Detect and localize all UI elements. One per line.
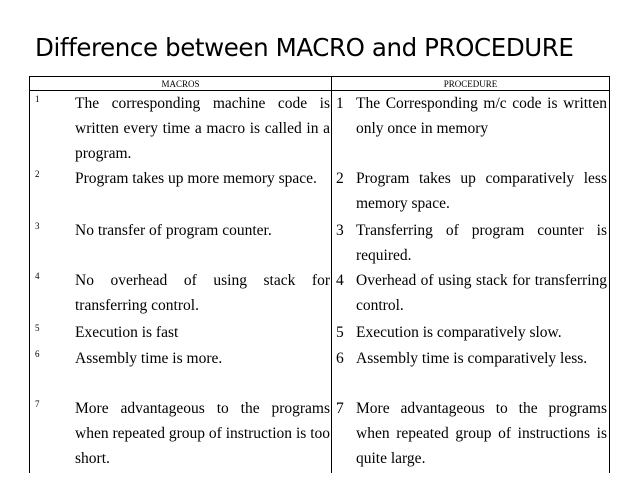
macro-text: No transfer of program counter. xyxy=(75,222,272,239)
macro-row-number: 6 xyxy=(35,349,40,359)
procedure-row-number: 3 xyxy=(336,222,344,239)
macro-cell xyxy=(30,346,332,396)
table-row xyxy=(30,346,610,396)
macro-cell xyxy=(30,396,332,473)
macro-cell xyxy=(30,166,332,218)
procedure-row-number: 6 xyxy=(336,350,344,367)
table-row xyxy=(30,91,610,167)
comparison-table xyxy=(29,76,610,473)
procedure-cell xyxy=(332,396,610,473)
table-header-row xyxy=(30,77,610,91)
macro-row-number: 2 xyxy=(35,169,40,179)
procedure-text: Transferring of program counter is required. xyxy=(356,222,607,264)
table-row xyxy=(30,396,610,473)
procedure-row-number: 2 xyxy=(336,170,344,187)
macro-row-number: 7 xyxy=(35,399,40,409)
table-row xyxy=(30,218,610,268)
table-row xyxy=(30,166,610,218)
table-row xyxy=(30,320,610,346)
procedure-text: Program takes up comparatively less memory space. xyxy=(356,170,607,212)
procedure-cell xyxy=(332,268,610,320)
macro-text: More advantageous to the programs when repeated group of instruction is too short. xyxy=(75,400,330,467)
macro-text: Assembly time is more. xyxy=(75,350,223,367)
procedure-cell xyxy=(332,91,610,167)
procedure-row-number: 5 xyxy=(336,324,344,341)
macro-row-number: 5 xyxy=(35,323,40,333)
macro-row-number: 3 xyxy=(35,221,40,231)
macro-text: The corresponding machine code is written every time a macro is called in a program. xyxy=(75,95,330,162)
procedure-row-number: 7 xyxy=(336,400,344,417)
macro-text: Program takes up more memory space. xyxy=(75,170,317,187)
macro-text: No overhead of using stack for transferring control. xyxy=(75,272,330,314)
table-row xyxy=(30,268,610,320)
procedure-row-number: 1 xyxy=(336,95,344,112)
macro-cell xyxy=(30,268,332,320)
procedure-text: Assembly time is comparatively less. xyxy=(356,350,588,367)
procedure-cell xyxy=(332,218,610,268)
macro-text: Execution is fast xyxy=(75,324,179,341)
procedure-text: The Corresponding m/c code is written only once in memory xyxy=(356,95,607,137)
procedure-text: More advantageous to the programs when repeated group of instructions is quite large. xyxy=(356,400,607,467)
column-header-macros: MACROS xyxy=(30,77,332,91)
macro-cell xyxy=(30,320,332,346)
macro-row-number: 4 xyxy=(35,271,40,281)
macro-cell xyxy=(30,218,332,268)
procedure-text: Overhead of using stack for transferring control. xyxy=(356,272,607,314)
procedure-row-number: 4 xyxy=(336,272,344,289)
macro-cell xyxy=(30,91,332,167)
procedure-cell xyxy=(332,320,610,346)
page-title: Difference between MACRO and PROCEDURE xyxy=(35,33,574,62)
procedure-cell xyxy=(332,346,610,396)
macro-row-number: 1 xyxy=(35,94,40,104)
column-header-procedure: PROCEDURE xyxy=(332,77,610,91)
procedure-cell xyxy=(332,166,610,218)
procedure-text: Execution is comparatively slow. xyxy=(356,324,562,341)
